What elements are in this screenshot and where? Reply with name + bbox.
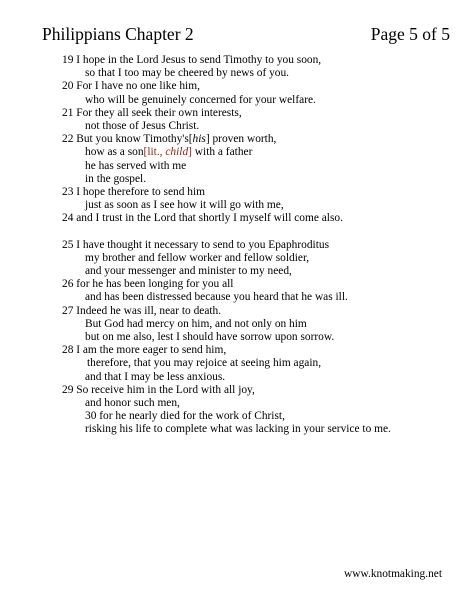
verse-line bbox=[62, 133, 462, 146]
verse-text: 22 But you know Timothy's[ bbox=[62, 133, 193, 146]
verse-line: 27 Indeed he was ill, near to death. bbox=[62, 304, 222, 317]
verse-line: just as soon as I see how it will go with me, bbox=[85, 199, 284, 212]
verse-line: he has served with me bbox=[85, 159, 187, 172]
verse-line: but on me also, lest I should have sorrow upon sorrow. bbox=[85, 330, 335, 343]
verse-line: 24 and I trust in the Lord that shortly I myself will come also. bbox=[62, 212, 343, 225]
note-text: [lit., bbox=[143, 146, 166, 159]
note-italic-word: child bbox=[165, 146, 189, 159]
page-title: Philippians Chapter 2 bbox=[42, 24, 194, 44]
footer-url: www.knotmaking.net bbox=[344, 568, 442, 580]
verse-line: 25 I have thought it necessary to send to you Epaphroditus bbox=[62, 238, 329, 251]
verse-line: my brother and fellow worker and fellow soldier, bbox=[85, 251, 310, 264]
italic-word: his bbox=[192, 133, 206, 146]
verse-text: ] proven worth, bbox=[205, 133, 277, 146]
verse-line: 21 For they all seek their own interests, bbox=[62, 106, 242, 119]
verse-line: But God had mercy on him, and not only on him bbox=[85, 317, 307, 330]
verse-line: so that I too may be cheered by news of you. bbox=[85, 67, 290, 80]
scripture-text bbox=[62, 54, 462, 436]
verse-line: and has been distressed because you heard that he was ill. bbox=[85, 291, 348, 304]
verse-line: 26 for he has been longing for you all bbox=[62, 278, 234, 291]
verse-line: who will be genuinely concerned for your welfare. bbox=[85, 93, 316, 106]
verse-line: 23 I hope therefore to send him bbox=[62, 185, 205, 198]
note-text: ] bbox=[188, 146, 192, 159]
verse-line: 19 I hope in the Lord Jesus to send Timothy to you soon, bbox=[62, 54, 322, 66]
verse-line: 30 for he nearly died for the work of Christ, bbox=[85, 410, 285, 423]
verse-line: 28 I am the more eager to send him, bbox=[62, 344, 227, 357]
page-number: Page 5 of 5 bbox=[370, 24, 450, 44]
verse-line: and that I may be less anxious. bbox=[85, 370, 226, 383]
verse-line: not those of Jesus Christ. bbox=[85, 119, 200, 132]
verse-text: how as a son bbox=[85, 146, 144, 159]
verse-line: and honor such men, bbox=[85, 396, 180, 409]
verse-line: 20 For I have no one like him, bbox=[62, 80, 200, 93]
translation-note bbox=[144, 146, 192, 158]
page-header bbox=[42, 24, 450, 46]
blank-line bbox=[62, 225, 462, 238]
verse-text: with a father bbox=[191, 146, 253, 159]
verse-line: risking his life to complete what was lacking in your service to me. bbox=[85, 423, 391, 436]
verse-line bbox=[62, 146, 462, 159]
verse-line: 29 So receive him in the Lord with all joy, bbox=[62, 383, 255, 396]
verse-line: in the gospel. bbox=[85, 172, 147, 185]
verse-line: therefore, that you may rejoice at seeing him again, bbox=[87, 357, 322, 370]
verse-line: and your messenger and minister to my need, bbox=[85, 265, 292, 277]
